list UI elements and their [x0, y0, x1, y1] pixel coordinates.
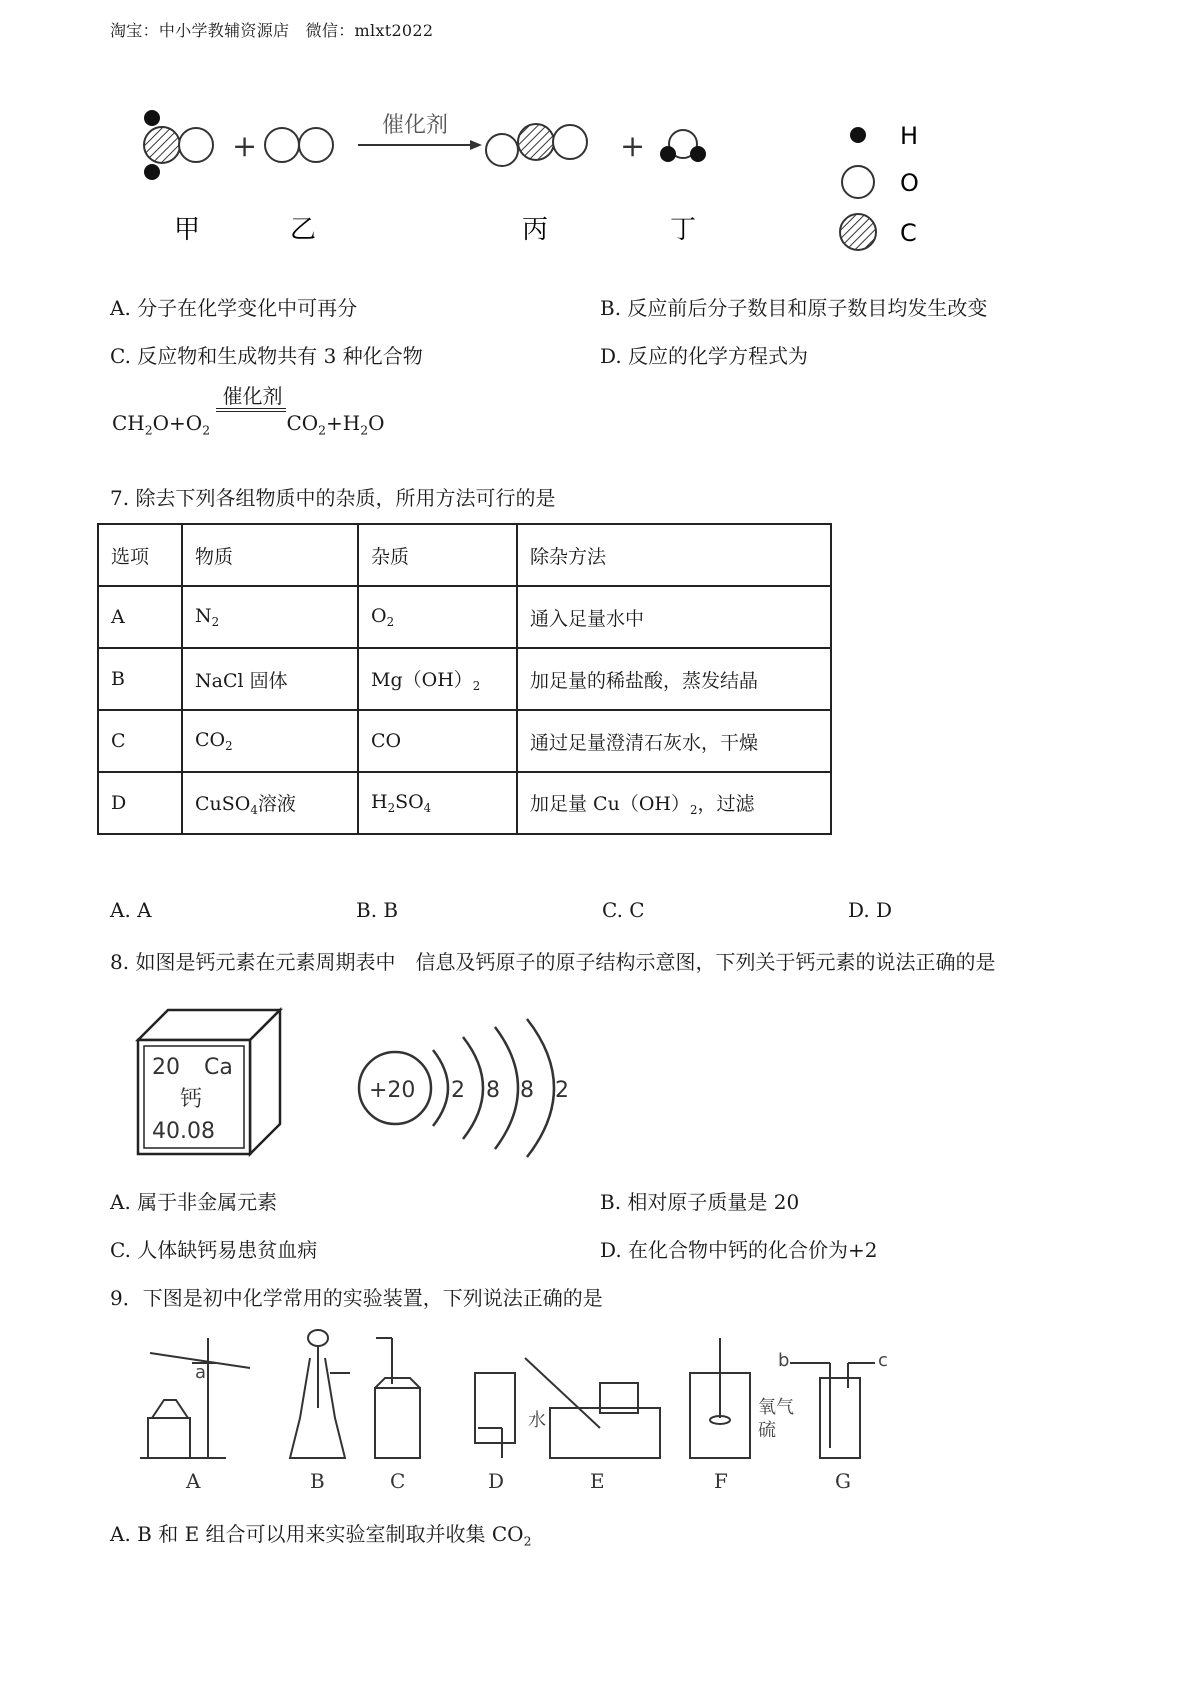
molecule-bing — [486, 124, 587, 166]
page-header: 淘宝：中小学教辅资源店 微信：mlxt2022 — [110, 21, 434, 40]
label-bing: 丙 — [522, 215, 549, 245]
mark-b: b — [778, 1350, 790, 1371]
q7-answer-c: C. C — [602, 898, 645, 922]
svg-text:+: + — [620, 129, 646, 164]
table-header-row — [98, 524, 831, 586]
header-impurity: 杂质 — [358, 524, 517, 586]
q9-option-a: A. B 和 E 组合可以用来实验室制取并收集 $CO_2$ — [110, 1522, 532, 1549]
q6-option-c: C. 反应物和生成物共有 3 种化合物 — [110, 344, 423, 368]
element-cell — [130, 1002, 290, 1162]
svg-text:+: + — [232, 129, 258, 164]
table-row: D CuSO$_4$溶液 $H_2SO_4$ 加足量 $Cu(OH)_2$，过滤 — [98, 772, 831, 834]
reaction-diagram — [130, 100, 950, 260]
q6-option-b: B. 反应前后分子数目和原子数目均发生改变 — [600, 296, 988, 320]
table-row: B NaCl 固体 $Mg(OH)_2$ 加足量的稀盐酸，蒸发结晶 — [98, 648, 831, 710]
equation-catalyst: 催化剂 — [222, 384, 283, 408]
q8-stem: 8. 如图是钙元素在元素周期表中 信息及钙原子的原子结构示意图，下列关于钙元素的说法正确的是 — [110, 950, 996, 974]
label-c: C — [390, 1469, 406, 1493]
molecule-jia — [144, 110, 213, 180]
chemical-equation: $CH_2O+O_2$ 催化剂 $CO_2+H_2O$ — [112, 410, 385, 437]
svg-text:C: C — [900, 219, 917, 247]
element-symbol: Ca — [204, 1055, 233, 1080]
element-name: 钙 — [180, 1087, 203, 1112]
atomic-number: 20 — [152, 1055, 180, 1080]
label-d: D — [488, 1469, 505, 1493]
catalyst-label: 催化剂 — [382, 113, 449, 138]
label-b: B — [310, 1469, 325, 1493]
mark-oxygen: 氧气 — [758, 1397, 794, 1418]
atomic-mass: 40.08 — [152, 1119, 215, 1144]
label-jia: 甲 — [174, 215, 201, 245]
shell-3-electrons: 8 — [520, 1078, 534, 1103]
q7-answer-a: A. A — [110, 898, 152, 922]
q8-option-a: A. 属于非金属元素 — [110, 1190, 278, 1214]
q7-table — [97, 523, 832, 835]
label-e: E — [590, 1469, 605, 1493]
label-ding: 丁 — [670, 215, 697, 245]
q8-option-c: C. 人体缺钙易患贫血病 — [110, 1238, 318, 1262]
mark-water: 水 — [528, 1410, 546, 1431]
q7-answer-b: B. B — [356, 898, 399, 922]
shell-2-electrons: 8 — [486, 1078, 500, 1103]
table-row: C $CO_2$ CO 通过足量澄清石灰水，干燥 — [98, 710, 831, 772]
molecule-ding — [660, 130, 706, 162]
q8-option-d: D. 在化合物中钙的化合价为+2 — [600, 1238, 878, 1262]
mark-c: c — [878, 1350, 888, 1371]
lab-apparatus — [130, 1318, 930, 1498]
svg-text:O: O — [900, 169, 919, 197]
q7-answer-d: D. D — [848, 898, 893, 922]
header-substance: 物质 — [182, 524, 358, 586]
atom-legend — [840, 122, 919, 250]
q6-option-a: A. 分子在化学变化中可再分 — [110, 296, 358, 320]
q7-stem: 7. 除去下列各组物质中的杂质，所用方法可行的是 — [110, 486, 556, 510]
table-row: A $N_2$ $O_2$ 通入足量水中 — [98, 586, 831, 648]
q6-option-d: D. 反应的化学方程式为 — [600, 344, 809, 368]
header-method: 除杂方法 — [517, 524, 831, 586]
q9-stem: 9．下图是初中化学常用的实验装置，下列说法正确的是 — [110, 1286, 603, 1310]
mark-a: a — [195, 1362, 207, 1383]
atomic-structure — [355, 1015, 605, 1160]
svg-text:H: H — [900, 122, 919, 150]
nuclear-charge: +20 — [369, 1078, 416, 1103]
q8-option-b: B. 相对原子质量是 20 — [600, 1190, 800, 1214]
label-f: F — [714, 1469, 728, 1493]
header-option: 选项 — [98, 524, 182, 586]
shell-1-electrons: 2 — [451, 1078, 465, 1103]
label-g: G — [835, 1469, 851, 1493]
label-a: A — [186, 1469, 201, 1493]
mark-sulfur: 硫 — [758, 1420, 776, 1441]
label-yi: 乙 — [290, 215, 317, 245]
molecule-yi — [265, 128, 333, 162]
shell-4-electrons: 2 — [555, 1078, 569, 1103]
